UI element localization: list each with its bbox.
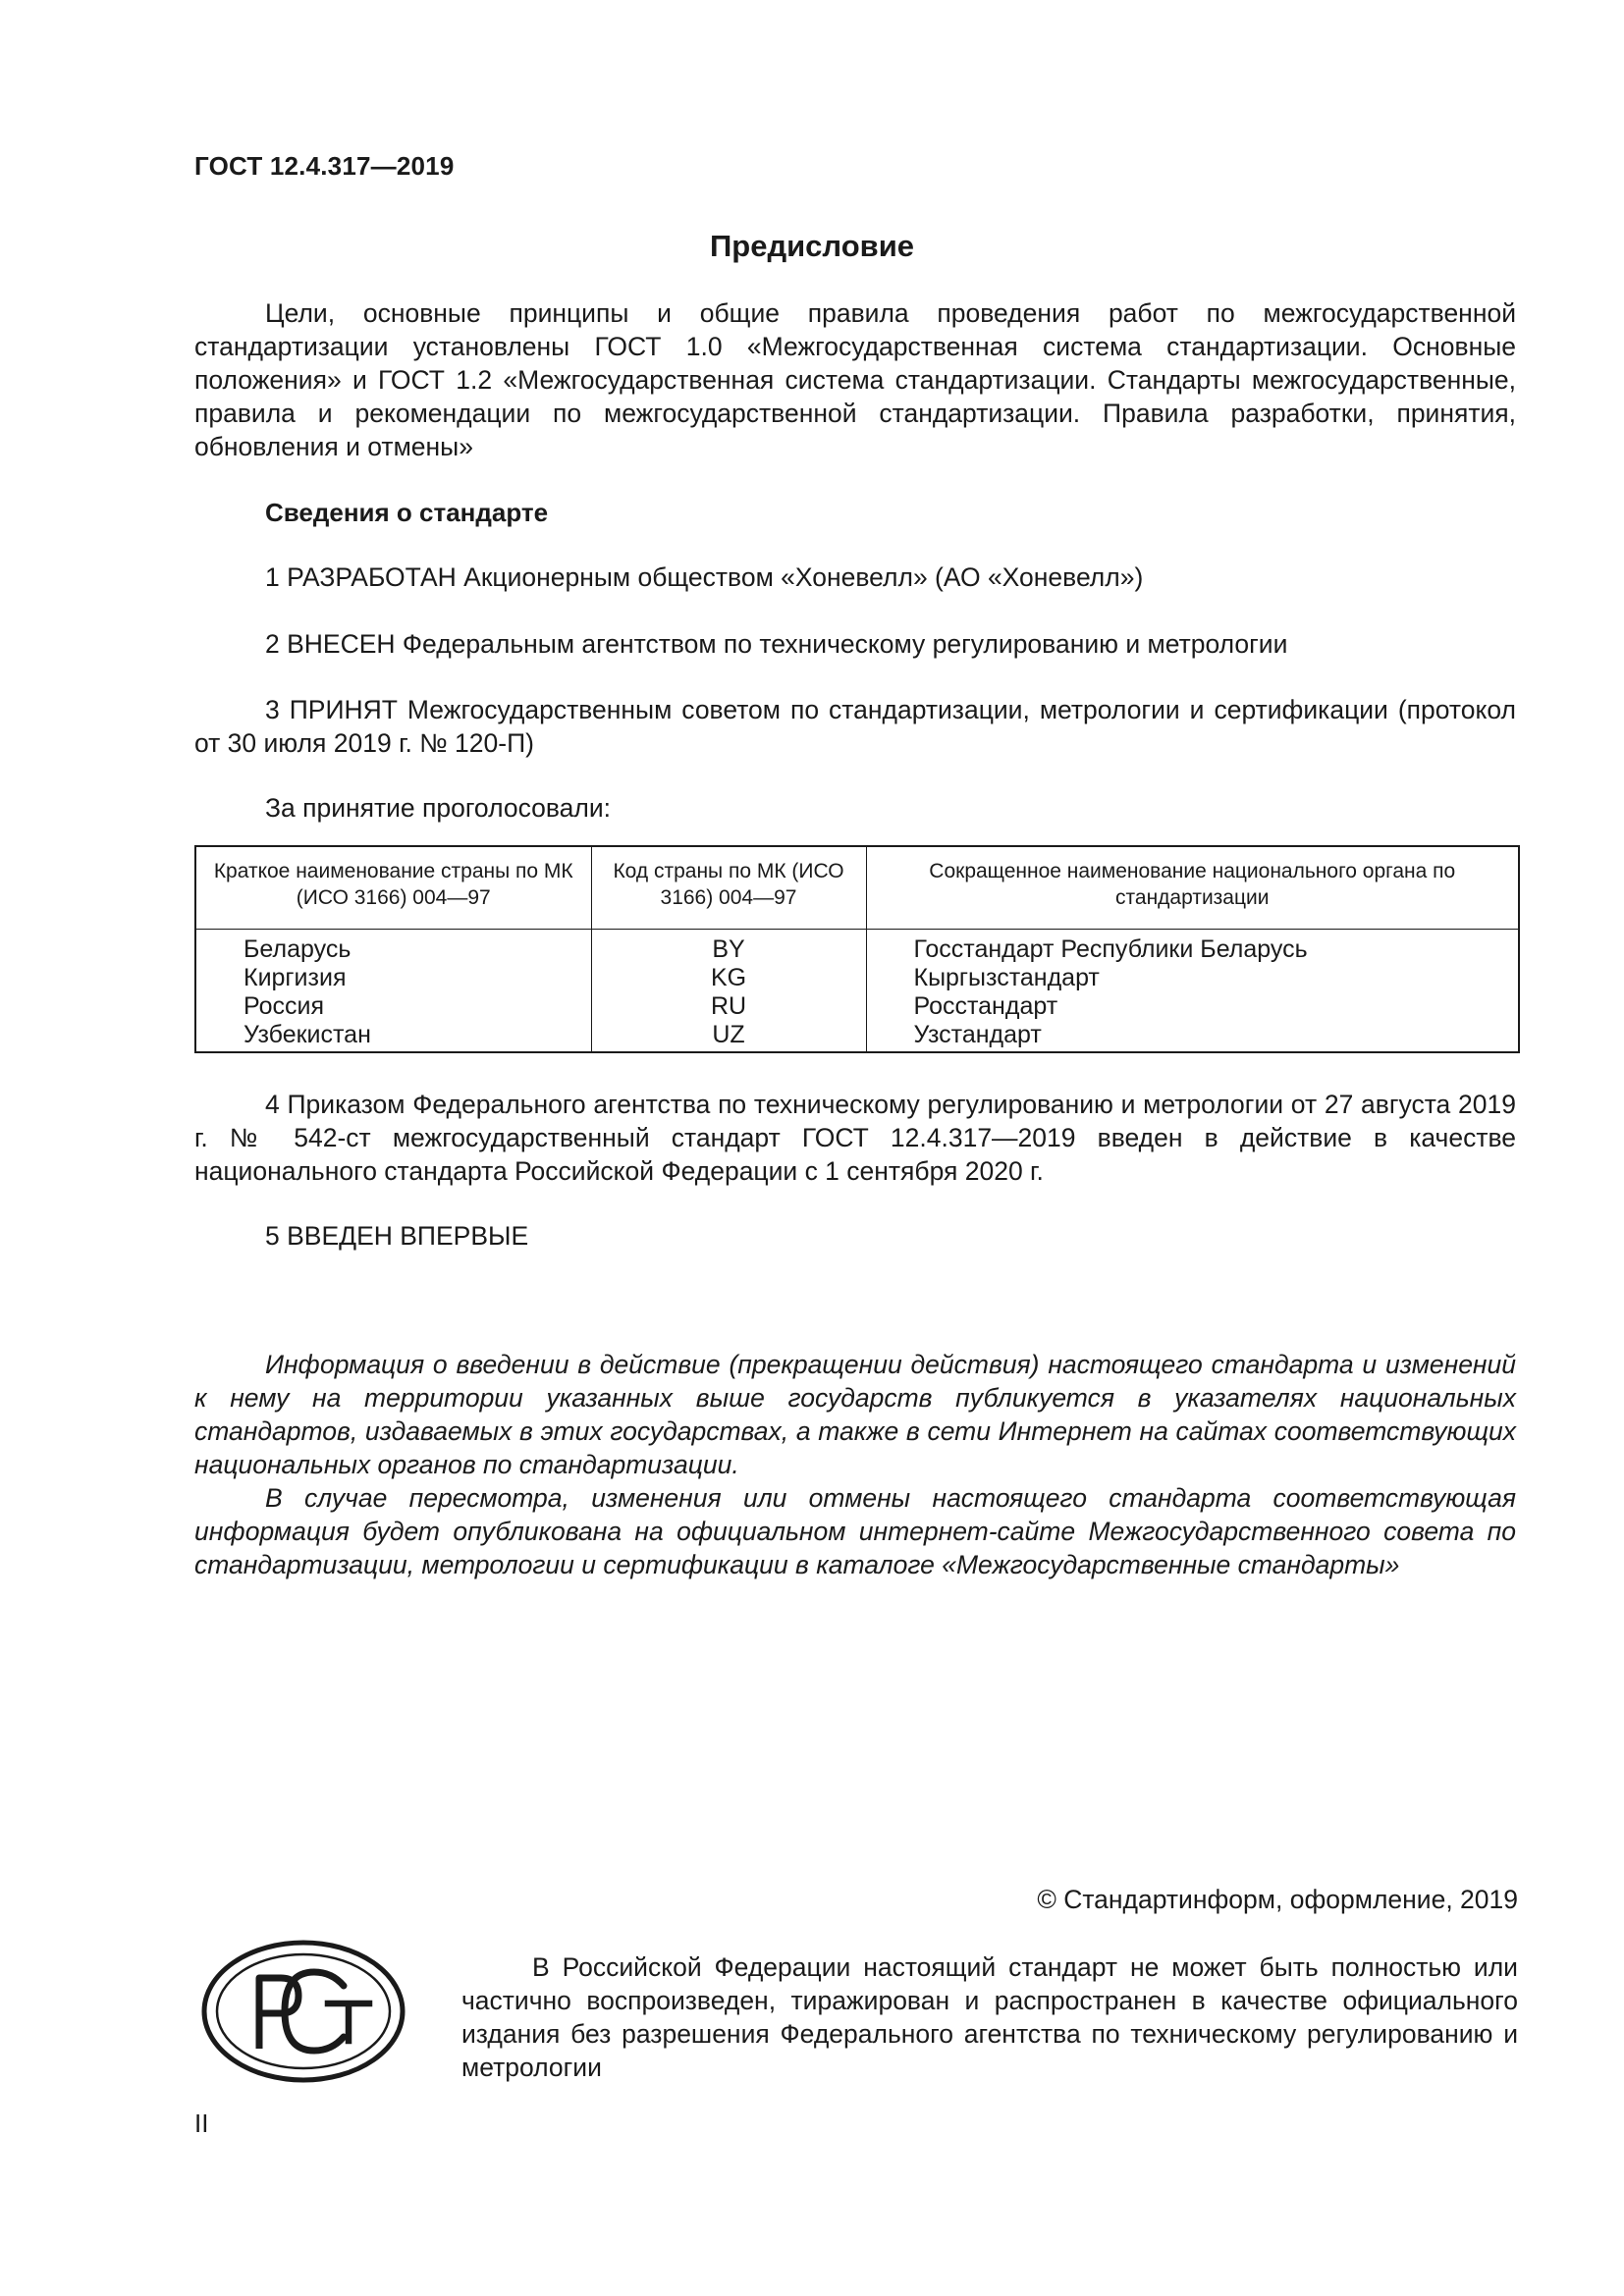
item-introduced-by: 2 ВНЕСЕН Федеральным агентством по техническому регулированию и метрологии — [265, 629, 1288, 659]
standard-info-heading: Сведения о стандарте — [265, 498, 549, 527]
header-country-name: Краткое наименование страны по МК (ИСО 3166) 004—97 — [195, 846, 591, 930]
country-names-cell — [195, 930, 591, 1053]
header-standards-body: Сокращенное наименование национального органа по стандартизации — [866, 846, 1519, 930]
item-first-introduced: 5 ВВЕДЕН ВПЕРВЫЕ — [265, 1221, 529, 1251]
country-name: Киргизия — [244, 964, 347, 991]
vote-label: За принятие проголосовали: — [265, 793, 612, 823]
document-code: ГОСТ 12.4.317—2019 — [194, 151, 455, 181]
preface-intro: Цели, основные принципы и общие правила проведения работ по межгосударственной стандартизации установлены ГОСТ 1.0 «Межгосударственная система стандартизации. Основные положения» и ГОСТ 1.2 «Межгосударственная система стандартизации. Стандарты межгосударственные, правила и рекомендации по межгосударственной стандартизации. Правила разработки, принятия, обновления и отмены» — [194, 298, 1516, 461]
standards-body: Узстандарт — [913, 1021, 1042, 1048]
rst-certification-mark-icon — [200, 1939, 406, 2084]
country-code: BY — [712, 935, 745, 963]
item-adopted-by: 3 ПРИНЯТ Межгосударственным советом по стандартизации, метрологии и сертификации (протокол от 30 июля 2019 г. № 120-П) — [194, 695, 1516, 758]
header-country-code: Код страны по МК (ИСО 3166) 004—97 — [591, 846, 866, 930]
standards-body: Госстандарт Республики Беларусь — [913, 935, 1308, 963]
page-number: II — [194, 2109, 209, 2138]
standards-body: Росстандарт — [913, 992, 1058, 1020]
standards-body: Кыргызстандарт — [913, 964, 1100, 991]
country-code: RU — [710, 992, 747, 1020]
item-developed-by: 1 РАЗРАБОТАН Акционерным обществом «Хоневелл» (АО «Хоневелл») — [265, 562, 1144, 592]
item-enacted-by-order: 4 Приказом Федерального агентства по техническому регулированию и метрологии от 27 августа 2019 г. № 542-ст межгосударственный стандарт ГОСТ 12.4.317—2019 введен в действие в качестве национального стандарта Российской Федерации с 1 сентября 2020 г. — [194, 1090, 1516, 1186]
country-name: Россия — [244, 992, 324, 1020]
info-paragraph-revision: В случае пересмотра, изменения или отмены настоящего стандарта соответствующая информация будет опубликована на официальном интернет-сайте Межгосударственного совета по стандартизации, метрологии и сертификации в каталоге «Межгосударственные стандарты» — [194, 1483, 1516, 1579]
reproduction-notice: В Российской Федерации настоящий стандарт не может быть полностью или частично воспроизведен, тиражирован и распространен в качестве официального издания без разрешения Федерального агентства по техническому регулированию и метрологии — [461, 1952, 1518, 2082]
copyright-line: © Стандартинформ, оформление, 2019 — [1037, 1885, 1518, 1914]
table-header-row — [195, 846, 1519, 930]
country-name: Узбекистан — [244, 1021, 371, 1048]
country-code: KG — [710, 964, 747, 991]
page-title: Предисловие — [709, 229, 914, 263]
info-paragraph-publication: Информация о введении в действие (прекращении действия) настоящего стандарта и изменений к нему на территории указанных выше государств публикуется в указателях национальных стандартов, издаваемых в этих государствах, а также в сети Интернет на сайтах соответствующих национальных органов по стандартизации. — [194, 1350, 1516, 1479]
voting-countries-table — [194, 845, 1520, 1053]
table-row — [195, 930, 1519, 1053]
country-name: Беларусь — [244, 935, 352, 963]
country-codes-cell — [591, 930, 866, 1053]
country-code: UZ — [712, 1021, 745, 1048]
standards-bodies-cell — [866, 930, 1519, 1053]
